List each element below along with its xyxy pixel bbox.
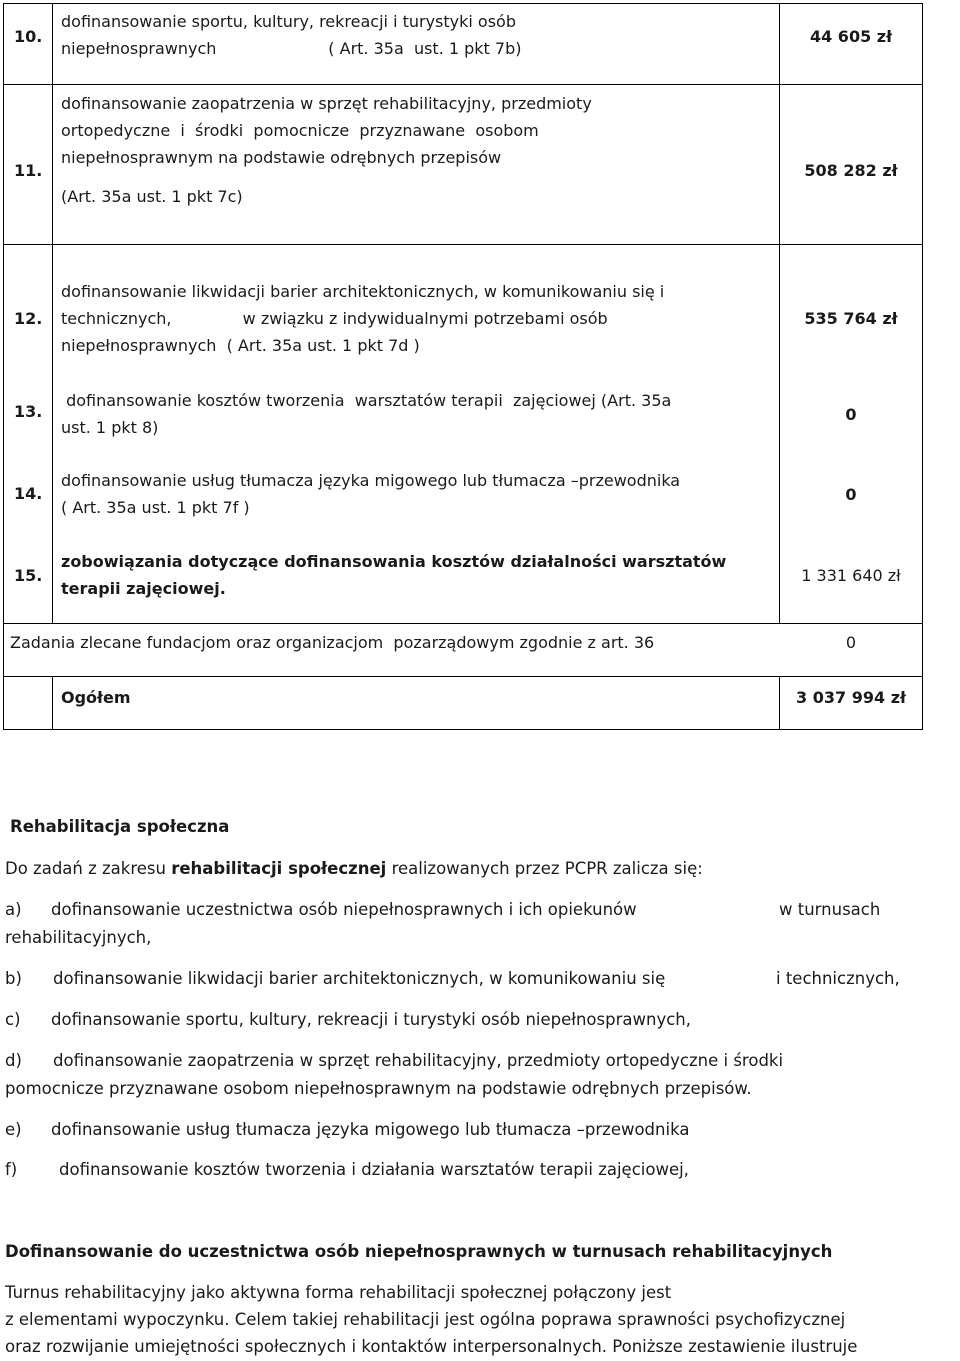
list-item-text: dofinansowanie uczestnictwa osób niepełnosprawnych i ich opiekunów: [51, 900, 637, 919]
list-item-text: dofinansowanie zaopatrzenia w sprzęt rehabilitacyjny, przedmioty ortopedyczne i środki: [53, 1051, 784, 1070]
list-marker: f): [5, 1160, 18, 1179]
desc-line: niepełnosprawnych ( Art. 35a ust. 1 pkt 7d ): [61, 336, 420, 355]
list-item-text: pomocnicze przyznawane osobom niepełnosprawnym na podstawie odrębnych przepisów.: [5, 1079, 752, 1098]
row-description: [61, 548, 726, 602]
turnus-paragraph-line: oraz rozwijanie umiejętności społecznych i kontaktów interpersonalnych. Poniższe zestawienie ilustruje: [5, 1337, 858, 1356]
list-item-text: rehabilitacyjnych,: [5, 928, 152, 947]
row-number: 11.: [14, 161, 43, 180]
row-description: [61, 8, 521, 62]
desc-line: terapii zajęciowej.: [61, 579, 226, 598]
row-value: 0: [845, 485, 857, 504]
desc-line: ust. 1 pkt 8): [61, 418, 159, 437]
list-item: [5, 1156, 940, 1184]
list-item-text: dofinansowanie sportu, kultury, rekreacji i turystyki osób niepełnosprawnych,: [51, 1010, 691, 1029]
row-number: 14.: [14, 484, 43, 503]
list-item: [5, 1116, 940, 1144]
total-row-value: 3 037 994 zł: [796, 688, 906, 707]
desc-line: ortopedyczne i środki pomocnicze przyznawane osobom: [61, 121, 539, 140]
row-description: [61, 278, 664, 359]
desc-line: niepełnosprawnych ( Art. 35a ust. 1 pkt 7b): [61, 39, 522, 58]
row-number: 15.: [14, 566, 43, 585]
list-item-tail: i technicznych,: [776, 969, 900, 988]
desc-line: dofinansowanie zaopatrzenia w sprzęt rehabilitacyjny, przedmioty: [61, 94, 592, 113]
list-marker: c): [5, 1010, 21, 1029]
desc-line: dofinansowanie likwidacji barier architektonicznych, w komunikowaniu się i: [61, 282, 665, 301]
desc-line: dofinansowanie kosztów tworzenia warsztatów terapii zajęciowej (Art. 35a: [61, 391, 672, 410]
row-value: 508 282 zł: [804, 161, 898, 180]
desc-line: ( Art. 35a ust. 1 pkt 7f ): [61, 498, 250, 517]
row-description: [61, 90, 592, 210]
row-number: 10.: [14, 27, 43, 46]
list-item-text: dofinansowanie likwidacji barier architektonicznych, w komunikowaniu się: [53, 969, 666, 988]
turnus-paragraph-line: Turnus rehabilitacyjny jako aktywna forma rehabilitacji społecznej połączony jest: [5, 1283, 672, 1302]
desc-line: dofinansowanie usług tłumacza języka migowego lub tłumacza –przewodnika: [61, 471, 681, 490]
section-heading: Rehabilitacja społeczna: [10, 817, 230, 836]
list-marker: a): [5, 900, 22, 919]
list-item: [5, 1006, 940, 1034]
list-marker: e): [5, 1120, 22, 1139]
turnus-paragraph-line: z elementami wypoczynku. Celem takiej rehabilitacji jest ogólna poprawa sprawności psychofizycznej: [5, 1310, 846, 1329]
turnus-heading: Dofinansowanie do uczestnictwa osób niepełnosprawnych w turnusach rehabilitacyjnych: [5, 1242, 833, 1261]
row-number: 12.: [14, 309, 43, 328]
list-item-text: dofinansowanie kosztów tworzenia i działania warsztatów terapii zajęciowej,: [59, 1160, 689, 1179]
list-marker: d): [5, 1051, 22, 1070]
desc-line: technicznych, w związku z indywidualnymi potrzebami osób: [61, 309, 608, 328]
row-value: 535 764 zł: [804, 309, 898, 328]
intro-text: Do zadań z zakresu: [5, 859, 172, 878]
desc-line: zobowiązania dotyczące dofinansowania kosztów działalności warsztatów: [61, 552, 727, 571]
row-value: 1 331 640 zł: [801, 566, 901, 585]
list-item-tail: w turnusach: [779, 900, 881, 919]
row-number: 13.: [14, 402, 43, 421]
desc-line: (Art. 35a ust. 1 pkt 7c): [61, 187, 243, 206]
total-row-label: Ogółem: [61, 688, 131, 707]
row-description: [61, 467, 680, 521]
intro-text: realizowanych przez PCPR zalicza się:: [386, 859, 703, 878]
section-intro: [5, 855, 940, 883]
ngo-row-value: 0: [845, 633, 857, 652]
list-item-text: dofinansowanie usług tłumacza języka migowego lub tłumacza –przewodnika: [51, 1120, 690, 1139]
row-description: [61, 387, 671, 441]
list-marker: b): [5, 969, 22, 988]
list-item: [5, 1047, 940, 1075]
row-value: 0: [845, 405, 857, 424]
row-value: 44 605 zł: [809, 27, 893, 46]
desc-line: dofinansowanie sportu, kultury, rekreacji i turystyki osób: [61, 12, 516, 31]
desc-line: niepełnosprawnym na podstawie odrębnych przepisów: [61, 148, 502, 167]
intro-bold-text: rehabilitacji społecznej: [171, 859, 387, 878]
ngo-row-label: Zadania zlecane fundacjom oraz organizacjom pozarządowym zgodnie z art. 36: [10, 633, 655, 652]
